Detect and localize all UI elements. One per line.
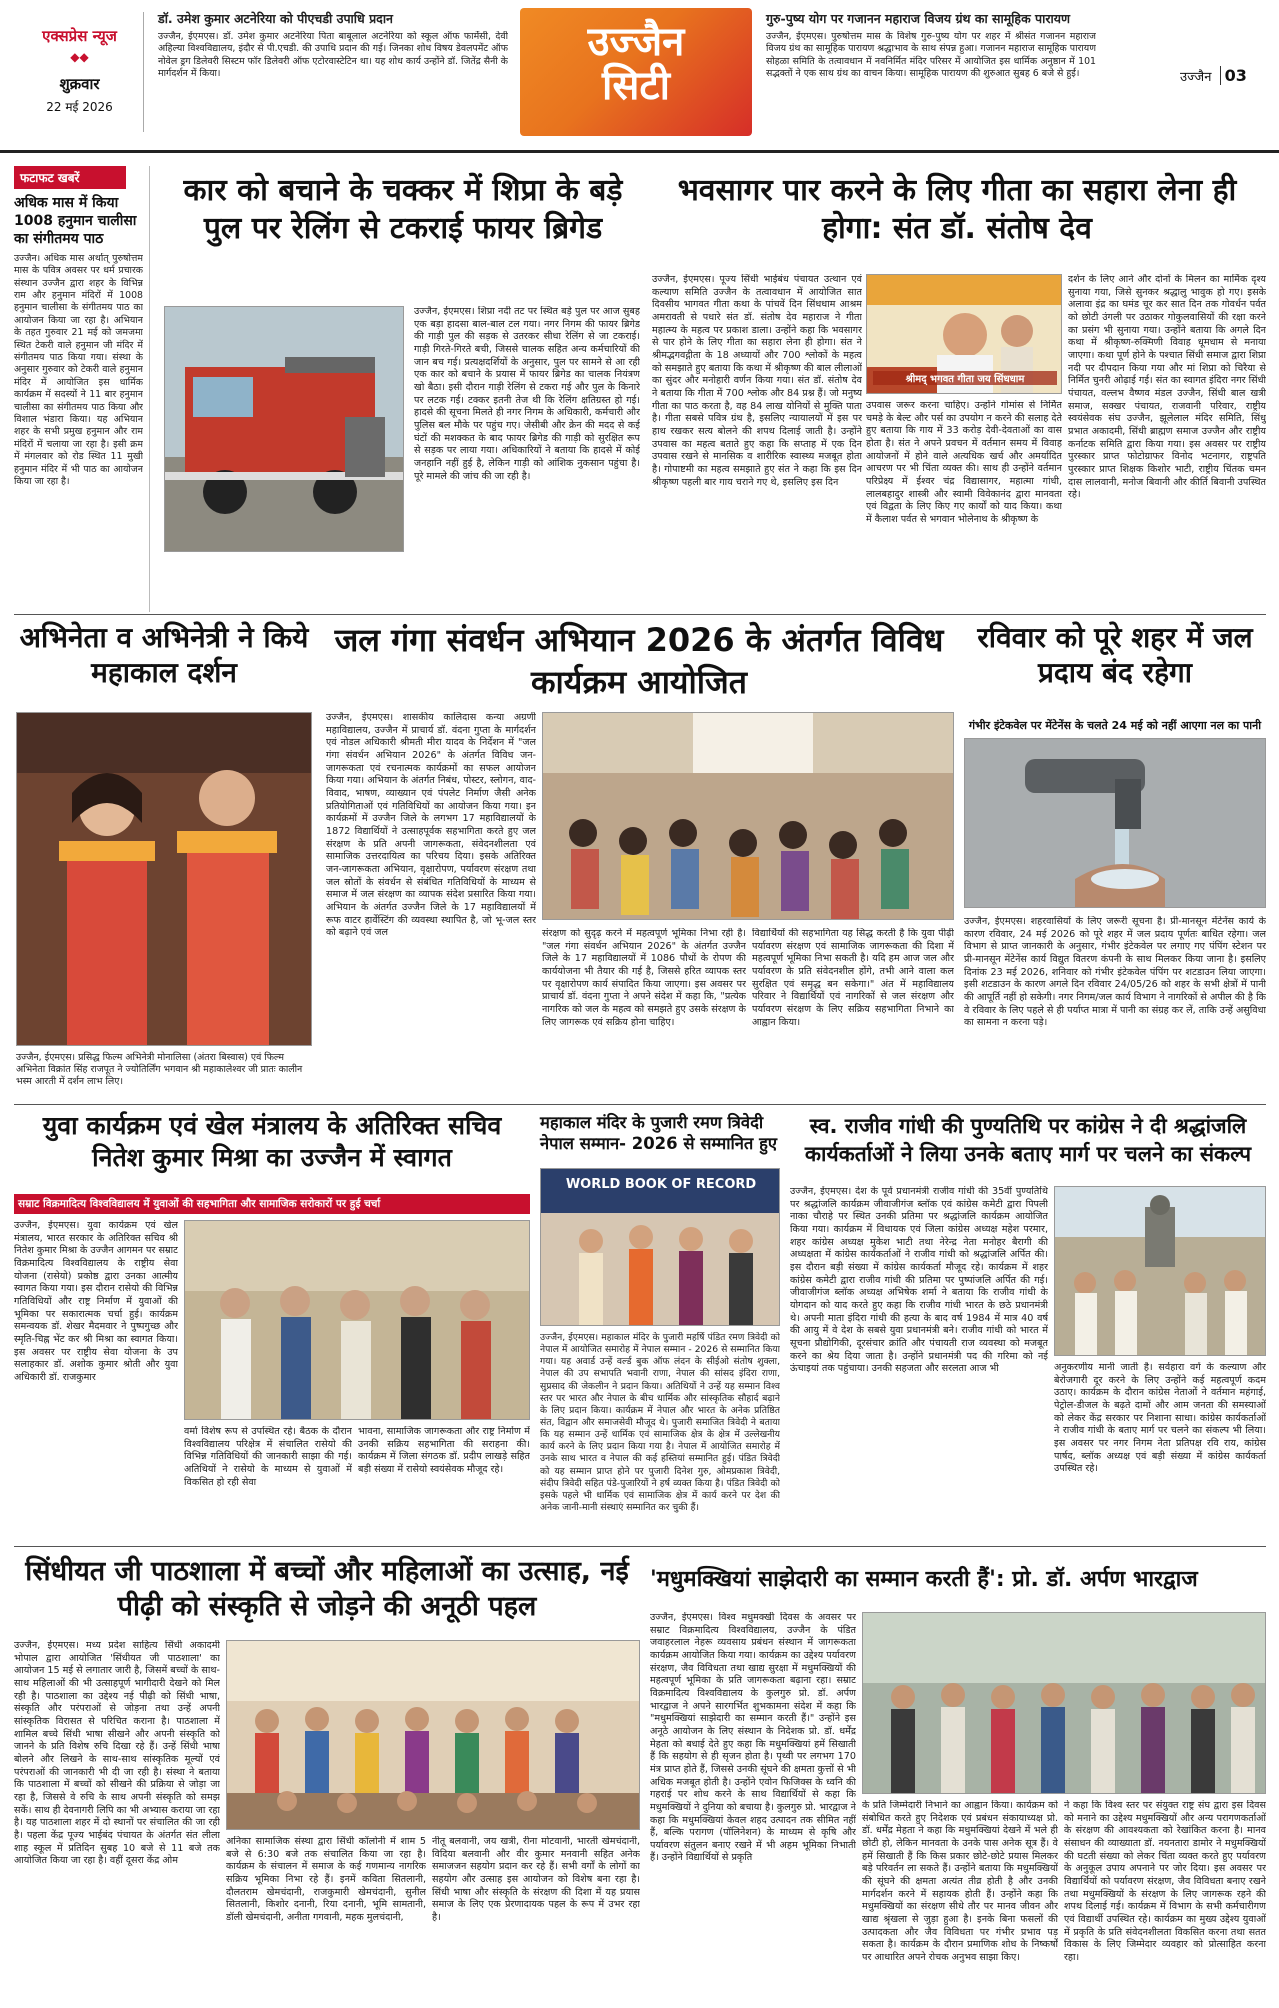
diamond-icon: ◆◆ [70, 50, 89, 64]
day-label: शुक्रवार [59, 75, 100, 93]
pathshala-col2: अनिका सामाजिक संस्था द्वारा सिंधी कॉलोनी में शाम 5 बजे से 6:30 बजे तक संचालित किया जा रहा है। कार्यक्रम के संचालन में समाज के कई गणमान्य नागरिक सक्रिय भूमिका निभा रहे हैं। इनमें कविता सितलानी, दौलतराम खेमचंदानी, राजकुमारी खेमचंदानी, सुनील सितलानी, किशोर दनानी, रिया दनानी, भूमि सामतानी, डॉली खेमचंदानी, अनीता गगवानी, महक मुलचंदानी, [226, 1836, 426, 1923]
page-number: 03 [1220, 66, 1247, 85]
classroom-image [543, 713, 954, 920]
row3-rule [14, 1546, 1266, 1547]
pathshala-headline: सिंधीयत जी पाठशाला में बच्चों और महिलाओं का उत्साह, नई पीढ़ी को संस्कृति से जोड़ने की अनूठी पहल [25, 1556, 629, 1623]
priest-photo [540, 1168, 780, 1326]
section-logo [520, 8, 752, 136]
priest-body: उज्जैन, ईएमएस। महाकाल मंदिर के पुजारी महर्षि पंडित रमण त्रिवेदी को नेपाल में आयोजित समारोह में नेपाल सम्मान - 2026 से सम्मानित किया गया। यह अवार्ड उन्हें वर्ल्ड बुक ऑफ लंदन के सीईओ संतोष शुक्ला, नेपाल की उप सभापति भवानी राणा, नेपाल की सांसद इंदिरा राणा, सुप्रसाद की जेकलीन ने प्रदान किया। अतिथियों ने उन्हें यह सम्मान विश्व स्तर पर भारत और नेपाल के बीच धार्मिक और सांस्कृतिक सौहार्द बढ़ाने के लिए प्रदान किया। कार्यक्रम में नेपाल और भारत के अनेक प्रतिष्ठित संत, विद्वान और समाजसेवी मौजूद थे। पुजारी समाजित त्रिवेदी ने बताया कि यह सम्मान उन्हें धार्मिक एवं सामाजिक क्षेत्र के क्षेत्र में उल्लेखनीय कार्य करने के लिए प्रदान किया गया है। नेपाल में आयोजित समारोह में उनके साथ भारत व नेपाल की कई हस्तियां सम्मानित हुई। पंडित त्रिवेदी को यह सम्मान प्राप्त होने पर पुजारी दिनेश गुरु, ओमप्रकाश त्रिवेदी, संदीप त्रिवेदी सहित पंडे-पुजारियों ने हर्ष व्यक्त किया है। पंडित त्रिवेदी को इसके पहले भी धार्मिक एवं सामाजिक क्षेत्र में कार्य करने पर देश की अनेक जानी-मानी संस्थाएं सम्मानित कर चुकी हैं। [540, 1332, 780, 1513]
youth-col2: वर्मा विशेष रूप से उपस्थित रहे। बैठक के दौरान विश्वविद्यालय परिक्षेत्र में संचालित रासेयो की विभिन्न गतिविधियों की जानकारी साझा की गई। अतिथियों ने रासेयो के माध्यम से युवाओं में विकसित हो रही सेवा [184, 1426, 352, 1488]
briefs-column [14, 166, 150, 612]
bees-headline: 'मधुमक्खियां साझेदारी का सम्मान करती हैं': प्रो. डॉ. अर्पण भारद्वाज [650, 1567, 1198, 1592]
fire-headline: कार को बचाने के चक्कर में शिप्रा के बड़े पुल पर रेलिंग से टकराई फायर ब्रिगेड [183, 173, 623, 247]
brief-left-body: उज्जैन, ईएमएस। डॉ. उमेश कुमार अटनेरिया पिता बाबूलाल अटनेरिया को स्कूल ऑफ फार्मेसी, देवी अहिल्या विश्वविद्यालय, इंदौर से पी.एचडी. की उपाधि प्रदान की गई। जिनका शोध विषय डेवलपमेंट ऑफ नोवेल ड्रग डिलेवरी सिस्टम फॉर डिलेवरी ऑफ एटोरवास्टेटिन था। यह शोध कार्य उन्होंने डॉ. जितेंद्र सैनी के मार्गदर्शन में किया। [158, 31, 508, 80]
fire-body: उज्जैन, ईएमएस। शिप्रा नदी तट पर स्थित बड़े पुल पर आज सुबह एक बड़ा हादसा बाल-बाल टल गया। नगर निगम की फायर ब्रिगेड की गाड़ी पुल की सड़क से उतरकर सीधा रेलिंग से जा टकराई। गाड़ी गिरते-गिरते बची, जिससे चालक सहित अन्य कर्मचारियों की जान बच गई। प्रत्यक्षदर्शियों के अनुसार, पुल पर सामने से आ रही एक कार को बचाने के प्रयास में फायर ब्रिगेड का चालक नियंत्रण खो बैठा। इसी दौरान गाड़ी रेलिंग से टकरा गई और पुल के किनारे पर लटक गई। टक्कर इतनी तेज थी कि रेलिंग क्षतिग्रस्त हो गई। हादसे की सूचना मिलते ही नगर निगम के अधिकारी, कर्मचारी और पुलिस बल मौके पर पहुंच गए। जेसीबी और क्रेन की मदद से कई घंटों की मशक्कत के बाद फायर ब्रिगेड की गाड़ी को सुरक्षित रूप से सड़क पर लाया गया। अधिकारियों ने बताया कि हादसे में कोई जनहानि नहीं हुई है, लेकिन गाड़ी को आंशिक नुकसान पहुंचा है। पूरे मामले की जांच की जा रही है। [414, 306, 640, 482]
pathshala-col3: नीतू बलवानी, जय खत्री, रीना मोटवानी, भारती खेमचंदानी, विदिया बलवानी और वीर कुमार मनवानी सहित अनेक समाजजन सहयोग प्रदान कर रहे हैं। सभी वर्गों के लोगों का सहयोग और उत्साह इस आयोजन को विशेष बना रहा है। सिंधी भाषा और संस्कृति के संरक्षण की दिशा में यह प्रयास समाज के लिए एक प्रेरणादायक पहल के रूप में उभर रहा है। [432, 1836, 640, 1923]
section-title-line1: उज्जैन [587, 19, 685, 65]
row2-rule [14, 1104, 1266, 1105]
gita-banner: श्रीमद् भगवत गीता जय सिंधधाम [873, 371, 1057, 385]
tribute-image [1055, 1187, 1266, 1356]
bees-col1: उज्जैन, ईएमएस। विश्व मधुमक्खी दिवस के अवसर पर सम्राट विक्रमादित्य विश्वविद्यालय, उज्जैन के पंडित जवाहरलाल नेहरू व्यवसाय प्रबंधन संस्थान में जागरूकता कार्यक्रम आयोजित किया गया। कार्यक्रम का उद्देश्य पर्यावरण संरक्षण, जैव विविधता तथा खाद्य सुरक्षा में मधुमक्खियों की महत्वपूर्ण भूमिका के प्रति जागरूकता बढ़ाना रहा। सम्राट विक्रमादित्य विश्वविद्यालय के कुलगुरु प्रो. डॉ. अर्पण भारद्वाज ने अपने सारगर्भित शुभकामना संदेश में कहा कि "मधुमक्खियां साझेदारी का सम्मान करती हैं।" उन्होंने इस अनूठे आयोजन के लिए संस्थान के निदेशक प्रो. डॉ. धर्मेंद्र मेहता को बधाई देते हुए कहा कि मधुमक्खियां हमें सिखाती हैं कि सहयोग से ही सृजन होता है। पृथ्वी पर लगभग 170 मंत्र प्राप्त होते हैं, जिससे उनकी सूंघने की क्षमता कुत्तों से भी अधिक मजबूत होती है। उन्होंने एवोन फिजिक्स के ध्वनि की गहराई पर शोध करने के साथ विद्यार्थियों से कहा कि मधुमक्खियों ने दुनिया को बचाया है। कुलगुरु प्रो. भारद्वाज ने कहा कि मधुमक्खियां केवल शहद उत्पादन तक सीमित नहीं हैं, बल्कि परागण (पॉलिनेशन) के माध्यम से कृषि और पर्यावरण संतुलन बनाए रखने में भी अहम भूमिका निभाती हैं। उन्होंने विद्यार्थियों से प्रकृति [650, 1612, 856, 1864]
gita-col1: उज्जैन, ईएमएस। पूज्य सिंधी भाईबंध पंचायत उत्थान एवं कल्याण समिति उज्जैन के तत्वावधान में आयोजित सात दिवसीय भागवत गीता कथा के पांचवें दिन सिंधधाम आश्रम अमरावती से पधारे संत डॉ. संतोष देव महाराज ने गीता महात्म्य के महत्व पर प्रकाश डाला। उन्होंने कहा कि भवसागर से पार होने के लिए गीता का सहारा लेना ही होगा। संत ने श्रीमद्भगवद्गीता के 18 अध्यायों और 700 श्लोकों के महत्व को समझाते हुए बताया कि कथा में श्रीकृष्ण की बाल लीलाओं का सुंदर और मनोहारी वर्णन किया गया। संत डॉ. संतोष देव ने बताया कि गीता में 700 श्लोक और 84 प्रश्न हैं। जो मनुष्य गीता का पाठ करता है, वह 84 लाख योनियों से मुक्ति पाता है। गीता सबसे पवित्र ग्रंथ है, इसलिए न्यायालयों में इस पर हाथ रखकर सत्य बोलने की शपथ दिलाई जाती है। उन्होंने उपवास का महत्व बताते हुए कहा कि सप्ताह में एक दिन उपवास रखने से मानसिक व शारीरिक स्वास्थ्य मजबूत होता है। गोपाष्टमी का महत्व समझाते हुए संत ने कहा कि इस दिन श्रीकृष्ण पहली बार गाय चराने गए थे, इसलिए इस दिन [652, 274, 862, 488]
youth-photo [184, 1220, 530, 1420]
water-headline: रविवार को पूरे शहर में जल प्रदाय बंद रहेगा [977, 621, 1253, 689]
congress-headline: स्व. राजीव गांधी की पुण्यतिथि पर कांग्रेस ने दी श्रद्धांजलि कार्यकर्ताओं ने लिया उनके बताए मार्ग पर चलने का संकल्प [804, 1114, 1252, 1167]
priest-headline: महाकाल मंदिर के पुजारी रमण त्रिवेदी नेपाल सम्मान- 2026 से सम्मानित हुए [540, 1113, 777, 1154]
gita-headline: भवसागर पार करने के लिए गीता का सहारा लेना ही होगा: संत डॉ. संतोष देव [677, 173, 1237, 247]
fire-photo [164, 306, 404, 552]
youth-col1: उज्जैन, ईएमएस। युवा कार्यक्रम एवं खेल मंत्रालय, भारत सरकार के अतिरिक्त सचिव श्री नितेश कुमार मिश्रा के उज्जैन आगमन पर सम्राट विक्रमादित्य विश्वविद्यालय के राष्ट्रीय सेवा योजना (रासेयो) प्रकोष्ठ द्वारा उनका आत्मीय स्वागत किया गया। इस दौरान रासेयो की विभिन्न गतिविधियों और राष्ट्र निर्माण में युवाओं की भूमिका पर सकारात्मक चर्चा हुई। कार्यक्रम समन्वयक डॉ. शेखर मैदमवार ने पुष्पगुच्छ और स्मृति-चिह्न भेंट कर श्री मिश्रा का स्वागत किया। इस अवसर पर राष्ट्रीय सेवा योजना के उप सलाहकार डॉ. अशोक कुमार श्रोती और युवा अधिकारी डॉ. राजकुमार [14, 1220, 178, 1383]
jal-col2: संरक्षण को सुदृढ़ करने में महत्वपूर्ण भूमिका निभा रही है। "जल गंगा संवर्धन अभियान 2026" के अंतर्गत उज्जैन जिले के 17 महाविद्यालयों में 1086 पौधों के रोपण की कार्ययोजना भी तैयार की गई है, जिससे हरित व्यापक स्तर पर वृक्षारोपण कार्य संपादित किया जाएगा। इस अवसर पर प्राचार्य डॉ. वंदना गुप्ता ने अपने संदेश में कहा कि, "प्रत्येक नागरिक को जल के महत्व को समझते हुए उसके संरक्षण के लिए जागरूक एवं सक्रिय होना चाहिए। [542, 928, 746, 1028]
masthead-rule [0, 150, 1279, 153]
brief-right-body: उज्जैन, ईएमएस। पुरुषोत्तम मास के विशेष गुरु-पुष्य योग पर शहर में श्रीसंत गजानन महाराज विजय ग्रंथ का सामूहिक पारायण श्रद्धाभाव के साथ संपन्न हुआ। गजानन महाराज सामूहिक पारायण सोहळा समिति के तत्वावधान में नवनिर्मित मंदिर परिसर में आयोजित इस धार्मिक अनुष्ठान में 101 सद्भक्तों ने एक साथ ग्रंथ का वाचन किया। सामूहिक पारायण की शुरुआत सुबह 6 बजे से हुई। [766, 31, 1096, 80]
actors-caption: उज्जैन, ईएमएस। प्रसिद्ध फिल्म अभिनेत्री मोनालिसा (अंतरा बिस्वास) एवं फिल्म अभिनेता विक्रांत सिंह राजपूत ने ज्योतिर्लिंग भगवान श्री महाकालेश्वर जी प्रातः कालीन भस्म आरती में दर्शन लाभ लिए। [16, 1052, 303, 1088]
congress-photo [1054, 1186, 1266, 1356]
briefs-body: उज्जैन। अधिक मास अर्थात् पुरुषोत्तम मास के पवित्र अवसर पर धर्म प्रचारक संस्थान उज्जैन द्वारा शहर के विभिन्न राम और हनुमान मंदिरों में 1008 हनुमान चालीसा के संगीतमय पाठ का आयोजन किया जा रहा है। अभियान के तहत गुरुवार 21 मई को जमजमा स्थित टेकरी वाले हनुमान जी मंदिर में संगीतमय पाठ किया गया। संस्था के अनुसार गुरुवार को टेकरी वाले हनुमान मंदिर में आयोजित इस धार्मिक कार्यक्रम में सदस्यों ने 11 बार हनुमान चालीसा का संगीतमय पाठ किया और विशाल भंडारा किया। यह अभियान शहर के सभी प्रमुख हनुमान और राम मंदिरों में चलाया जा रहा है। इसी क्रम में मंगलवार को रोड स्थित 11 मुखी हनुमान मंदिर में भी पाठ का आयोजन किया जा रहा है। [14, 252, 143, 488]
pathshala-photo [226, 1640, 640, 1830]
tap-image [965, 739, 1266, 908]
section-title-line2: सिटी [602, 63, 670, 109]
briefs-headline: अधिक मास में किया 1008 हनुमान चालीसा का संगीतमय पाठ [14, 195, 137, 247]
briefs-label: फटाफट खबरें [14, 166, 126, 189]
gita-photo [866, 274, 1062, 394]
congress-col2: अनुकरणीय मानी जाती है। सर्वहारा वर्ग के कल्याण और बेरोजगारी दूर करने के लिए उन्होंने कई महत्वपूर्ण कदम उठाए। कार्यक्रम के दौरान कांग्रेस नेताओं ने वर्तमान महंगाई, पेट्रोल-डीजल के बढ़ते दामों और आम जनता की समस्याओं को लेकर केंद्र सरकार पर निशाना साधा। कांग्रेस कार्यकर्ताओं ने राजीव गांधी के बताए मार्ग पर चलने का संकल्प भी लिया। इस अवसर पर नगर निगम नेता प्रतिपक्ष रवि राय, कांग्रेस पार्षद, ब्लॉक अध्यक्ष एवं बड़ी संख्या में कांग्रेस कार्यकर्ता उपस्थित रहे। [1054, 1362, 1266, 1475]
bees-col3: ने कहा कि विश्व स्तर पर संयुक्त राष्ट्र संघ द्वारा इस दिवस को मनाने का उद्देश्य मधुमक्खियों और अन्य परागणकर्ताओं के संरक्षण की आवश्यकता को रेखांकित करना है। मानव संसाधन की व्याख्याता डॉ. नयनतारा डामोर ने मधुमक्खियों की घटती संख्या को लेकर चिंता व्यक्त करते हुए पर्यावरण के अनुकूल उपाय अपनाने पर जोर दिया। इस अवसर पर विद्यार्थियों को पर्यावरण संरक्षण, जैव विविधता बनाए रखने तथा मधुमक्खियों के संरक्षण के लिए जागरूक रहने की शपथ दिलाई गई। कार्यक्रम में विभाग के सभी कर्मचारीगण एवं विद्यार्थी उपस्थित रहे। कार्यक्रम का मुख्य उद्देश्य युवाओं में प्रकृति के प्रति संवेदनशीलता विकसित करना तथा सतत विकास के लिए जिम्मेदार व्यवहार को प्रोत्साहित करना रहा। [1064, 1800, 1266, 1963]
actors-photo [16, 712, 312, 1046]
page-marker [1180, 66, 1272, 88]
youth-headline: युवा कार्यक्रम एवं खेल मंत्रालय के अतिरिक्त सचिव नितेश कुमार मिश्रा का उज्जैन में स्वागत [42, 1111, 502, 1172]
brief-right [766, 10, 1206, 135]
water-photo [964, 738, 1266, 908]
bees-photo [862, 1612, 1266, 1794]
gita-col3: दर्शन के लिए आने और दोनों के मिलन का मार्मिक दृश्य सुनाया गया, जिसे सुनकर श्रद्धालु भावुक हो गए। इसके अलावा इंद्र का घमंड चूर कर सात दिन तक गोवर्धन पर्वत को छोटी उंगली पर उठाकर गोकुलवासियों की रक्षा करने का प्रसंग भी सुनाया गया। उन्होंने बताया कि अगले दिन कथा में श्रीकृष्ण-रुक्मिणी विवाह धूमधाम से मनाया जाएगा। कथा पूर्ण होने के पश्चात सिंधी समाज द्वारा शिप्रा नदी पर दीपदान किया गया और मां शिप्रा को चिरैया से निर्मित चुनरी ओढ़ाई गई। संत का स्वागत इंदिरा नगर सिंधी पंचायत, वल्लभ वैष्णव मंडल उज्जैन, सिंधी बाल खत्री समाज, सक्खर पंचायत, राजवानी परिवार, राष्ट्रीय स्वयंसेवक संघ उज्जैन, झूलेलाल मंदिर समिति, सिंधु प्रभात अकादमी, सिंधी ब्राह्मण समाज उज्जैन और राष्ट्रीय कर्नाटक समिति द्वारा किया गया। इस अवसर पर राष्ट्रीय पुरस्कार प्राप्त फोटोग्राफर विनोद भटनागर, राष्ट्रपति पुरस्कार प्राप्त शिक्षक किशोर भाटी, राष्ट्रीय चिंतक चमन दास लालवानी, मनोज बिवानी और कीर्ति बिवानी उपस्थित रहे। [1068, 274, 1266, 501]
paper-name: एक्सप्रेस न्यूज [42, 27, 117, 45]
date-label: 22 मई 2026 [46, 100, 113, 114]
water-body: उज्जैन, ईएमएस। शहरवासियों के लिए जरूरी सूचना है। प्री-मानसून मेंटेनेंस कार्य के कारण रविवार, 24 मई 2026 को पूरे शहर में जल प्रदाय पूर्णतः बाधित रहेगा। जल विभाग से प्राप्त जानकारी के अनुसार, गंभीर इंटेकवेल पर लगाए गए पंपिंग स्टेशन पर प्री-मानसून मेंटेनेंस कार्य विद्युत वितरण कंपनी के साथ मिलकर किया जाना है। इसलिए दिनांक 23 मई 2026, शनिवार को गंभीर इंटेकवेल पंपिंग पर शटडाउन लिया जाएगा। इसी शटडाउन के कारण अगले दिन रविवार 24/05/26 को शहर के सभी क्षेत्रों में पानी की आपूर्ति नहीं हो सकेगी। नगर निगम/जल कार्य विभाग ने नागरिकों से अपील की है कि वे रविवार के लिए पहले से ही पर्याप्त मात्रा में पानी का संग्रह कर लें, ताकि उन्हें असुविधा का सामना न करना पड़े। [964, 916, 1266, 1029]
city-label: उज्जैन [1180, 70, 1212, 85]
youth-group-image [185, 1221, 530, 1420]
youth-subhead: सम्राट विक्रमादित्य विश्वविद्यालय में युवाओं की सहभागिता और सामाजिक सरोकारों पर हुई चर्चा [14, 1194, 530, 1214]
brief-left [158, 10, 508, 135]
priest-banner: WORLD BOOK OF RECORD [565, 1177, 757, 1192]
youth-col3: भावना, सामाजिक जागरूकता और राष्ट्र निर्माण में उनकी सक्रिय सहभागिता की सराहना की। कार्यक्रम में जिला संगठक डॉ. प्रदीप लाखड़े सहित बड़ी संख्या में रासेयो स्वयंसेवक मौजूद रहे। [358, 1426, 530, 1475]
jal-photo [542, 712, 954, 920]
jal-headline: जल गंगा संवर्धन अभियान 2026 के अंतर्गत विविध कार्यक्रम आयोजित [334, 621, 944, 701]
bee-day-group-image [863, 1613, 1266, 1794]
date-box [16, 12, 144, 132]
jal-col1: उज्जैन, ईएमएस। शासकीय कालिदास कन्या अग्रणी महाविद्यालय, उज्जैन में प्राचार्य डॉ. वंदना गुप्ता के मार्गदर्शन एवं नोडल अधिकारी श्रीमती मीरा यादव के निर्देशन में "जल गंगा संवर्धन अभियान 2026" के अंतर्गत विविध जन-जागरूकता एवं रचनात्मक कार्यक्रमों का सफल आयोजन किया गया। अभियान के अंतर्गत निबंध, पोस्टर, स्लोगन, वाद-विवाद, भाषण, व्याख्यान एवं पंपलेट निर्माण जैसी अनेक प्रतियोगिताओं एवं गतिविधियों का आयोजन किया गया। इन कार्यक्रमों में उज्जैन जिले के लगभग 17 महाविद्यालयों के 1872 विद्यार्थियों ने उत्साहपूर्वक सहभागिता करते हुए जल संरक्षण के प्रति अपनी जागरूकता, संवेदनशीलता एवं सामाजिक उत्तरदायित्व का परिचय दिया। इसके अतिरिक्त जन-जागरूकता अभियान, वृक्षारोपण, पर्यावरण संरक्षण तथा जल स्रोतों के संवर्धन से संबंधित गतिविधियों के माध्यम से समाज में जल संरक्षण का व्यापक संदेश प्रसारित किया गया। अभियान के अंतर्गत उज्जैन जिले के 17 महाविद्यालयों में रूफ वाटर हार्वेस्टिंग की व्यवस्था स्थापित है, जो भू-जल स्तर को बढ़ाने एवं जल [326, 712, 536, 939]
brief-right-headline: गुरु-पुष्य योग पर गजानन महाराज विजय ग्रंथ का सामूहिक पारायण [766, 11, 1070, 26]
award-ceremony-image [541, 1169, 780, 1326]
jal-col3: विद्यार्थियों की सहभागिता यह सिद्ध करती है कि युवा पीढ़ी पर्यावरण संरक्षण एवं सामाजिक जागरूकता की दिशा में महत्वपूर्ण भूमिका निभा सकती है। यदि हम आज जल और पर्यावरण के प्रति संवेदनशील होंगे, तभी आने वाला कल सुरक्षित एवं समृद्ध बन सकेगा।" अंत में महाविद्यालय परिवार ने विद्यार्थियों एवं नागरिकों से जल संरक्षण और पर्यावरण संरक्षण के लिए सक्रिय सहभागिता निभाने का आह्वान किया। [752, 928, 954, 1028]
bees-col2: के प्रति जिम्मेदारी निभाने का आह्वान किया। कार्यक्रम को संबोधित करते हुए निदेशक एवं प्रबंधन संकायाध्यक्ष प्रो. डॉ. धर्मेंद्र मेहता ने कहा कि मधुमक्खियां देखने में भले ही छोटी हो, लेकिन मानवता के उनके पास अनेक सूत्र हैं। वे हमें सिखाती हैं कि किस प्रकार छोटे-छोटे प्रयास मिलकर बड़े परिवर्तन ला सकते हैं। उन्होंने बताया कि मधुमक्खियों की सूंघने की क्षमता अत्यंत तीव्र होती है और उनकी मार्गदर्शन करने में सहायक होती हैं। उन्होंने कहा कि मधुमक्खियों का संरक्षण सीधे तौर पर मानव जीवन और खाद्य श्रृंखला से जुड़ा हुआ है। इनके बिना फसलों की उत्पादकता और जैव विविधता पर गंभीर प्रभाव पड़ सकता है। कार्यक्रम के दौरान प्रमाणिक शोध के निष्कर्षों पर आधारित अपने रोचक अनुभव साझा किए। [862, 1800, 1058, 1963]
gita-col2: उपवास जरूर करना चाहिए। उन्होंने गोमांस से निर्मित चमड़े के बेल्ट और पर्स का उपयोग न करने की सलाह देते हुए बताया कि गाय में 33 करोड़ देवी-देवताओं का वास होता है। संत ने अपने प्रवचन में वर्तमान समय में विवाह आयोजनों में होने वाले अत्यधिक खर्च और अमर्यादित आचरण पर भी चिंता व्यक्त की। साथ ही उन्होंने वर्तमान परिप्रेक्ष्य में ईश्वर चंद्र विद्यासागर, महात्मा गांधी, लालबहादुर शास्त्री और स्वामी विवेकानंद द्वारा मानवता एवं विद्वता के लिए किए गए कार्यों को याद किया। कथा में कैलाश पर्वत से भगवान भोलेनाथ के श्रीकृष्ण के [866, 400, 1062, 525]
congress-col1: उज्जैन, ईएमएस। देश के पूर्व प्रधानमंत्री राजीव गांधी की 35वीं पुण्यतिथि पर श्रद्धांजलि कार्यक्रम जीवाजीगंज ब्लॉक एवं कांग्रेस कमेटी द्वारा पिपली नाका चौराहे पर स्थित उनकी प्रतिमा पर श्रद्धांजलि कार्यक्रम आयोजित किया गया। कार्यक्रम में विधायक एवं जिला कांग्रेस अध्यक्ष महेश परमार, शहर कांग्रेस अध्यक्ष मुकेश भाटी तथा नेरेन्द्र नेता मनोहर बैरागी की अध्यक्षता में कांग्रेस कार्यकर्ताओं ने राजीव गांधी को श्रद्धांजलि अर्पित की। इस दौरान बड़ी संख्या में कांग्रेस कार्यकर्ता मौजूद रहे। कार्यक्रम में शहर कांग्रेस कमेटी द्वारा राजीव गांधी की प्रतिमा पर पुष्पांजलि अर्पित की गई। जीवाजीगंज ब्लॉक अध्यक्ष अभिषेक शर्मा ने बताया कि राजीव गांधी के योगदान को याद करते हुए कहा कि राजीव गांधी भारत के छठे प्रधानमंत्री थे। अपनी माता इंदिरा गांधी की हत्या के बाद वर्ष 1984 में मात्र 40 वर्ष की आयु में वे देश के सबसे युवा प्रधानमंत्री बने। राजीव गांधी को भारत में सूचना प्रौद्योगिकी, दूरसंचार क्रांति और पंचायती राज व्यवस्था को मजबूत करने का श्रेय दिया जाता है। उन्होंने प्रधानमंत्री पद की गरिमा को नई ऊंचाइयां तक पहुंचाया। उनकी सहजता और सरलता आज भी [790, 1186, 1048, 1375]
row1-rule [14, 614, 1266, 615]
children-group-image [227, 1641, 640, 1830]
actors-image [17, 713, 312, 1046]
masthead [0, 0, 1279, 148]
actors-headline: अभिनेता व अभिनेत्री ने किये महाकाल दर्शन [19, 621, 309, 689]
brief-left-headline: डॉ. उमेश कुमार अटनेरिया को पीएचडी उपाधि प्रदान [158, 11, 393, 26]
pathshala-col1: उज्जैन, ईएमएस। मध्य प्रदेश साहित्य सिंधी अकादमी भोपाल द्वारा आयोजित 'सिंधीयत जी पाठशाला' का आयोजन 15 मई से लगातार जारी है, जिसमें बच्चों के साथ-साथ महिलाओं की भी उत्साहपूर्ण भागीदारी देखने को मिल रही है। पाठशाला का उद्देश्य नई पीढ़ी को सिंधी भाषा, संस्कृति और परंपराओं से जोड़ना तथा उन्हें अपनी सांस्कृतिक विरासत से परिचित कराना है। पाठशाला में शामिल बच्चे सिंधी भाषा सीखने और अपनी संस्कृति को जानने के प्रति विशेष रुचि दिखा रहे हैं। उन्हें सिंधी भाषा बोलने और लिखने के साथ-साथ सांस्कृतिक मूल्यों एवं परंपराओं की जानकारी भी दी जा रही है। संस्था ने बताया कि पाठशाला में बच्चों को सीखने की प्रक्रिया से जोड़ा जा रहा है, जिससे वे रुचि के साथ अपनी संस्कृति को समझ सकें। साथ ही देवनागरी लिपि का भी अभ्यास कराया जा रहा है। यह पाठशाला शहर में दो स्थानों पर संचालित की जा रही है। पहला केंद्र पूज्य भाईबंद पंचायत के अंतर्गत संत लीला शाह स्कूल में प्रतिदिन सुबह 10 बजे से 11 बजे तक आयोजित किया जा रहा है। वहीं दूसरा केंद्र ओम [14, 1640, 220, 1867]
water-subhead: गंभीर इंटेकवेल पर मेंटेनेंस के चलते 24 मई को नहीं आएगा नल का पानी [968, 719, 1262, 732]
fire-truck-image [165, 307, 404, 552]
